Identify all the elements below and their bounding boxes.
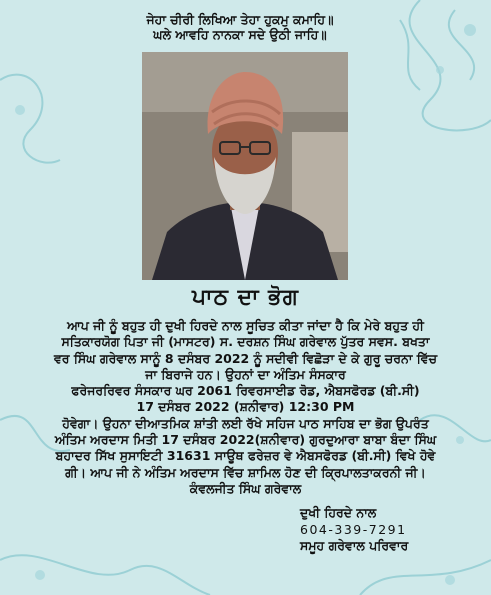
body-line: ਸਤਿਕਾਰਯੋਗ ਪਿਤਾ ਜੀ (ਮਾਸਟਰ) ਸ. ਦਰਸ਼ਨ ਸਿੰਘ ਗਰੇਵਾਲ ਪੁੱਤਰ ਸਵਸ. ਬਖਤਾ [61,334,430,350]
phone-number: 604-339-7291 [300,521,407,537]
body-line: ਗੀ। ਆਪ ਜੀ ਨੇ ਅੰਤਿਮ ਅਰਦਾਸ ਵਿੱਚ ਸ਼ਾਮਿਲ ਹੋਣ ਦੀ ਕ੍ਰਿਪਾਲਤਾਕਰਨੀ ਜੀ। [65,464,426,480]
page-heading: ਪਾਠ ਦਾ ਭੋਗ [192,285,299,310]
body-line: ਫਰੇਜਰਰਿਵਰ ਸੰਸਕਾਰ ਘਰ 2061 ਰਿਵਰਸਾਈਡ ਰੋਡ, ਐਬਸਫੋਰਡ (ਬੀ.ਸੀ) [71,383,420,399]
announcement-body [20,318,471,497]
verse-line-1: ਜੇਹਾ ਚੀਰੀ ਲਿਖਿਆ ਤੇਹਾ ਹੁਕਮੁ ਕਮਾਹਿ॥ [146,12,334,27]
body-line: ਵਰ ਸਿੰਘ ਗਰੇਵਾਲ ਸਾਨੂੰ 8 ਦਸੰਬਰ 2022 ਨੂੰ ਸਦੀਵੀ ਵਿਛੋੜਾ ਦੇ ਕੇ ਗੁਰੂ ਚਰਨਾ ਵਿੱਚ [53,350,438,366]
body-line: 17 ਦਸੰਬਰ 2022 (ਸ਼ਨੀਵਾਰ) 12:30 PM [136,399,355,415]
signature-line-1: ਦੁਖੀ ਹਿਰਦੇ ਨਾਲ [300,505,377,520]
portrait-photo [142,52,348,280]
gurbani-verse [90,12,390,42]
body-line: ਜਾ ਬਿਰਾਜੇ ਹਨ। ਉਹਨਾਂ ਦਾ ਅੰਤਿਮ ਸੰਸਕਾਰ [145,366,346,382]
signature-block [300,505,475,555]
portrait-illustration [142,52,348,280]
body-line: ਹੋਵੇਗਾ। ਉਹਨਾ ਦੀਆਤਮਿਕ ਸ਼ਾਂਤੀ ਲਈ ਰੱਖੇ ਸਹਿਜ ਪਾਠ ਸਾਹਿਬ ਦਾ ਭੋਗ ਉਪਰੰਤ [62,415,429,431]
signature-line-3: ਸਮੂਹ ਗਰੇਵਾਲ ਪਰਿਵਾਰ [300,538,409,553]
body-line: ਆਪ ਜੀ ਨੂੰ ਬਹੁਤ ਹੀ ਦੁਖੀ ਹਿਰਦੇ ਨਾਲ ਸੂਚਿਤ ਕੀਤਾ ਜਾਂਦਾ ਹੈ ਕਿ ਮੇਰੇ ਬਹੁਤ ਹੀ [67,318,424,333]
body-line: ਕੰਵਲਜੀਤ ਸਿੰਘ ਗਰੇਵਾਲ [189,480,302,496]
verse-line-2: ਘਲੇ ਆਵਹਿ ਨਾਨਕਾ ਸਦੇ ਉਠੀ ਜਾਹਿ॥ [153,27,327,42]
body-line: ਅੰਤਿਮ ਅਰਦਾਸ ਮਿਤੀ 17 ਦਸੰਬਰ 2022(ਸ਼ਨੀਵਾਰ) ਗੁਰਦੁਆਰਾ ਬਾਬਾ ਬੰਦਾ ਸਿੰਘ [54,432,437,448]
body-line: ਬਹਾਦਰ ਸਿੱਖ ਸੁਸਾਇਟੀ 31631 ਸਾਊਥ ਫਰੇਜ਼ਰ ਵੇ ਐਬਸਫੋਰਡ (ਬੀ.ਸੀ) ਵਿਖੇ ਹੋਵੇ [55,448,436,464]
